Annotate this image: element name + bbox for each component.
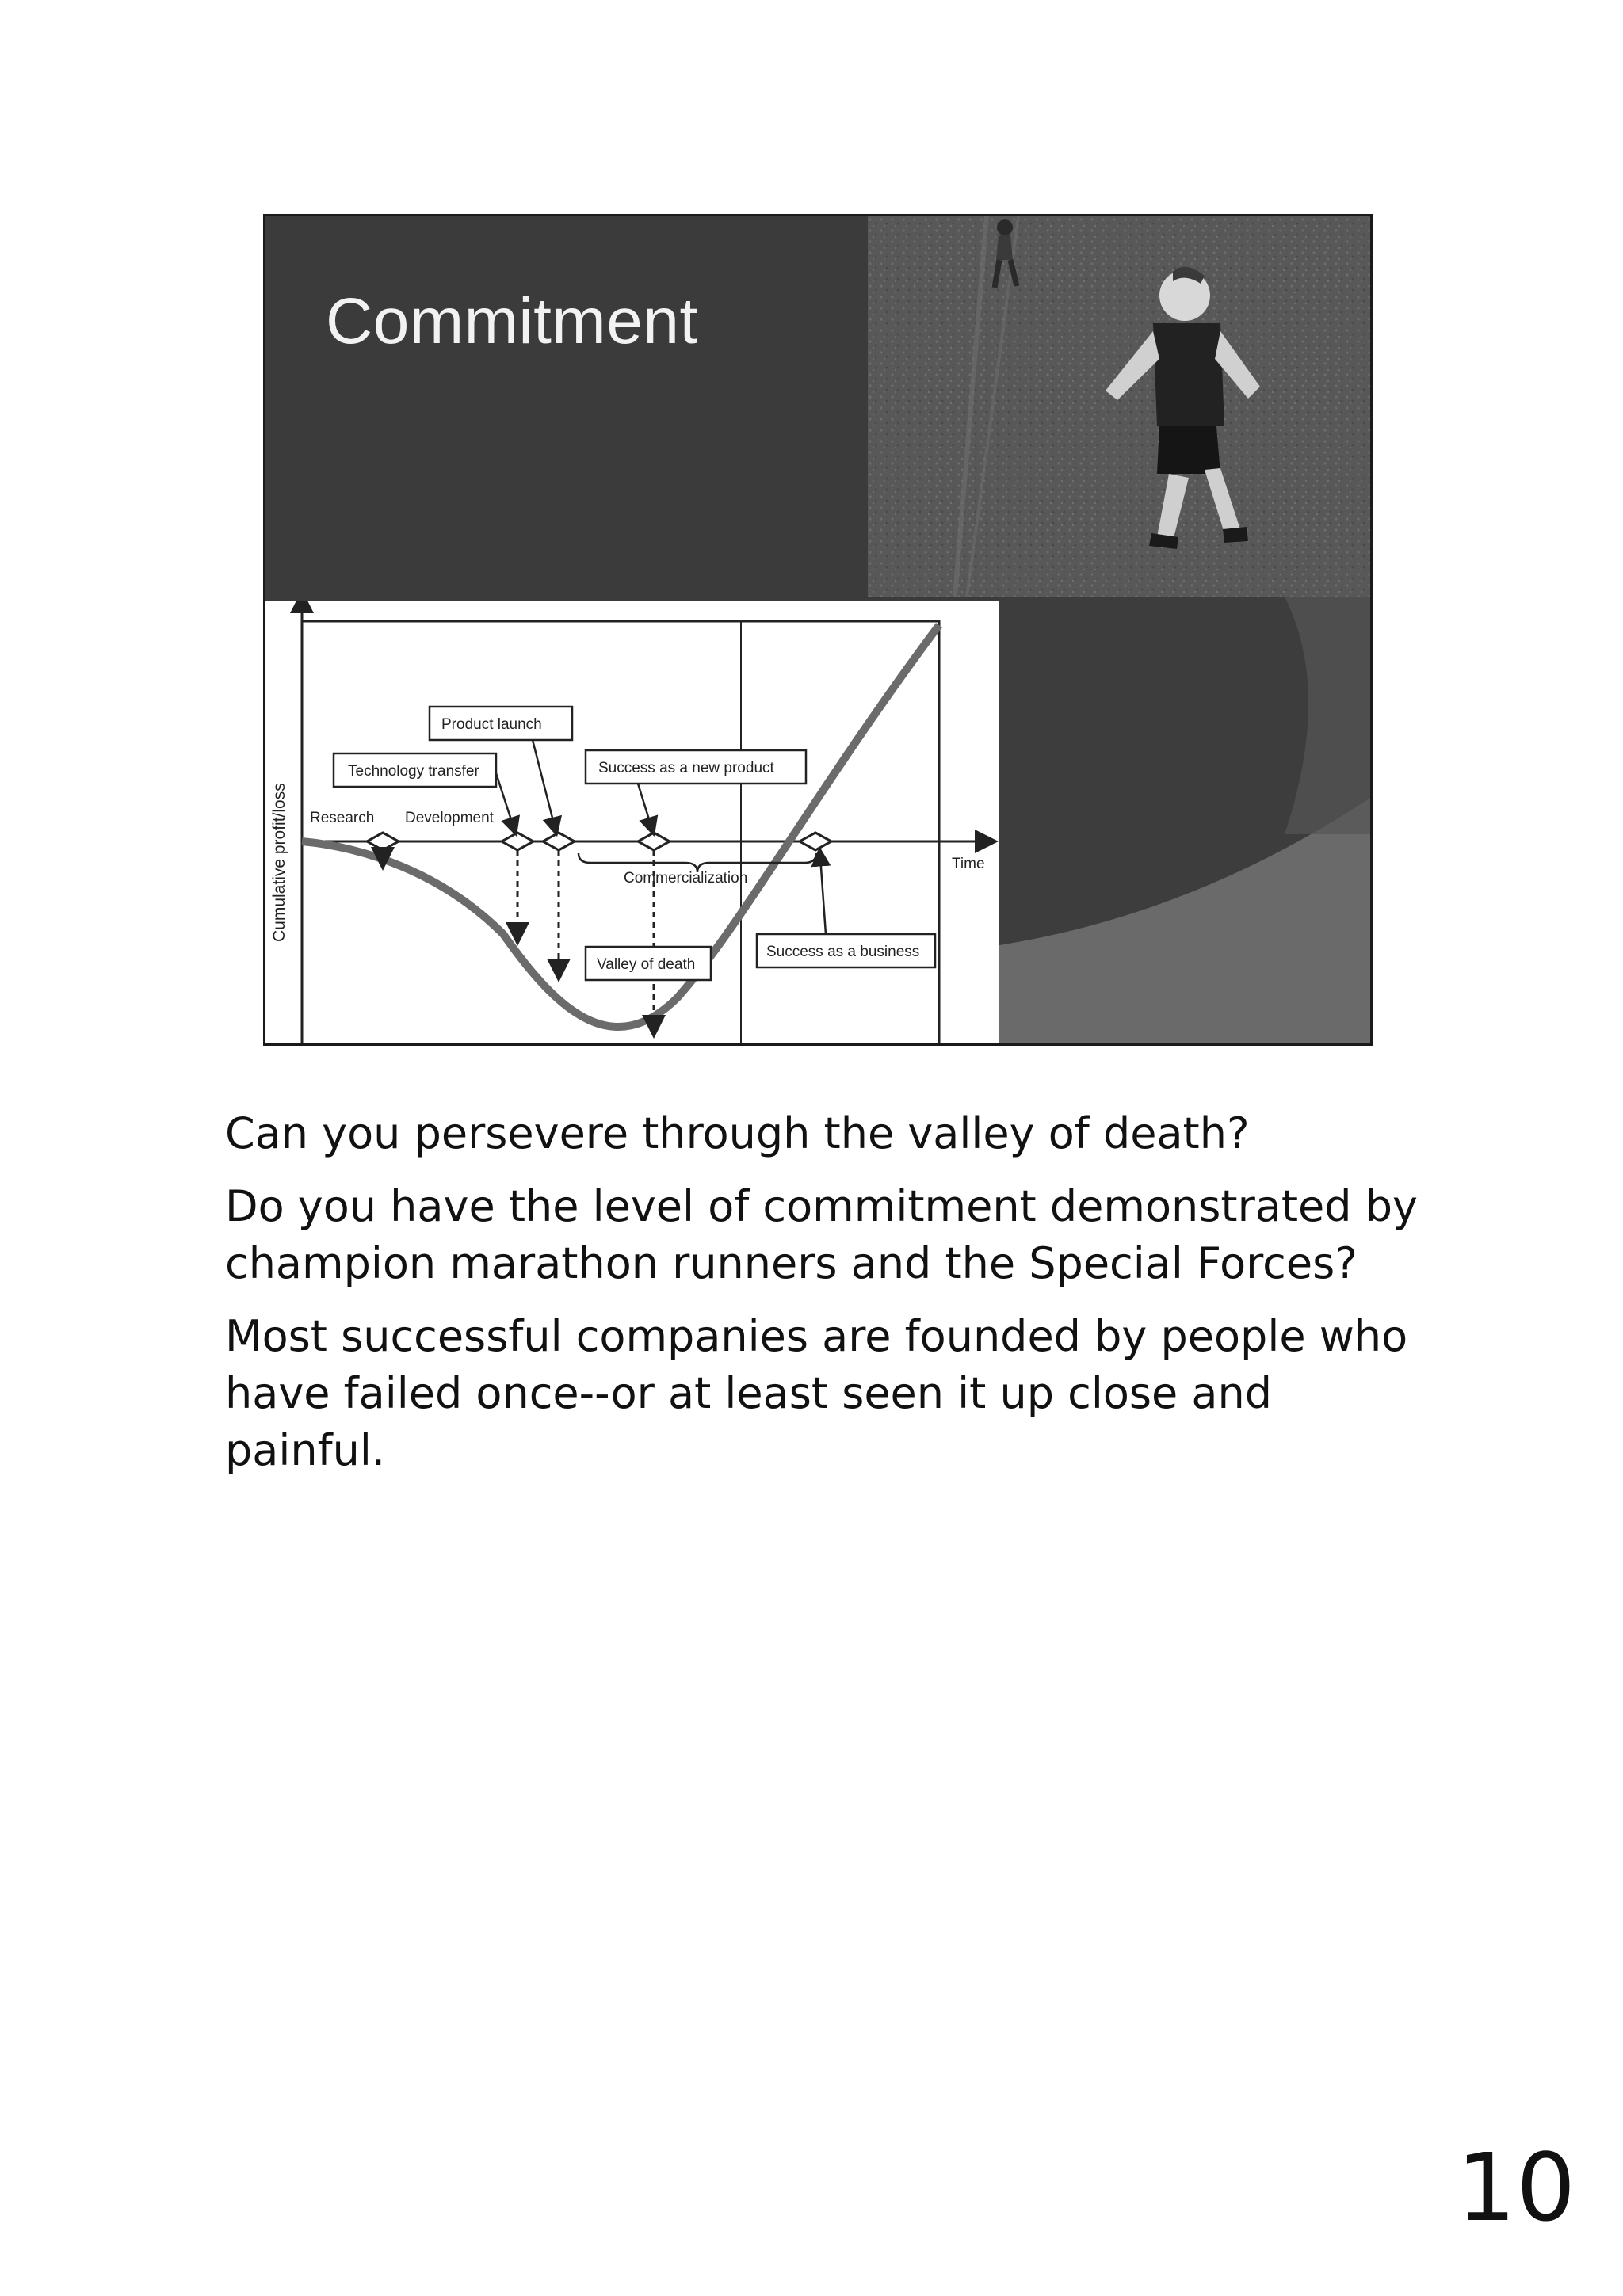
speaker-notes — [225, 1105, 1430, 1495]
success-new-product-label: Success as a new product — [598, 760, 774, 776]
slide — [263, 214, 1373, 1046]
technology-transfer-label: Technology transfer — [348, 763, 479, 780]
success-business-label: Success as a business — [766, 944, 920, 960]
valley-of-death-diagram — [265, 601, 999, 1046]
slide-title: Commitment — [326, 285, 698, 357]
notes-paragraph-2: Do you have the level of commitment demonstrated by champion marathon runners and the Special Forces? — [225, 1181, 1418, 1288]
notes-paragraph-3: Most successful companies are founded by people who have failed once--or at least seen it up close and painful. — [225, 1311, 1408, 1475]
decorative-shapes — [999, 597, 1373, 1046]
y-axis-label: Cumulative profit/loss — [270, 783, 288, 942]
research-label: Research — [310, 810, 375, 826]
notes-paragraph-1: Can you persevere through the valley of death? — [225, 1108, 1250, 1158]
page-number: 10 — [1457, 2133, 1576, 2242]
development-label: Development — [405, 810, 494, 826]
product-launch-label: Product launch — [441, 716, 542, 733]
runner-photo-icon — [868, 216, 1373, 597]
x-axis-label: Time — [952, 856, 985, 872]
valley-of-death-label: Valley of death — [597, 956, 696, 973]
commercialization-label: Commercialization — [624, 870, 748, 887]
runner-photo — [868, 216, 1373, 597]
